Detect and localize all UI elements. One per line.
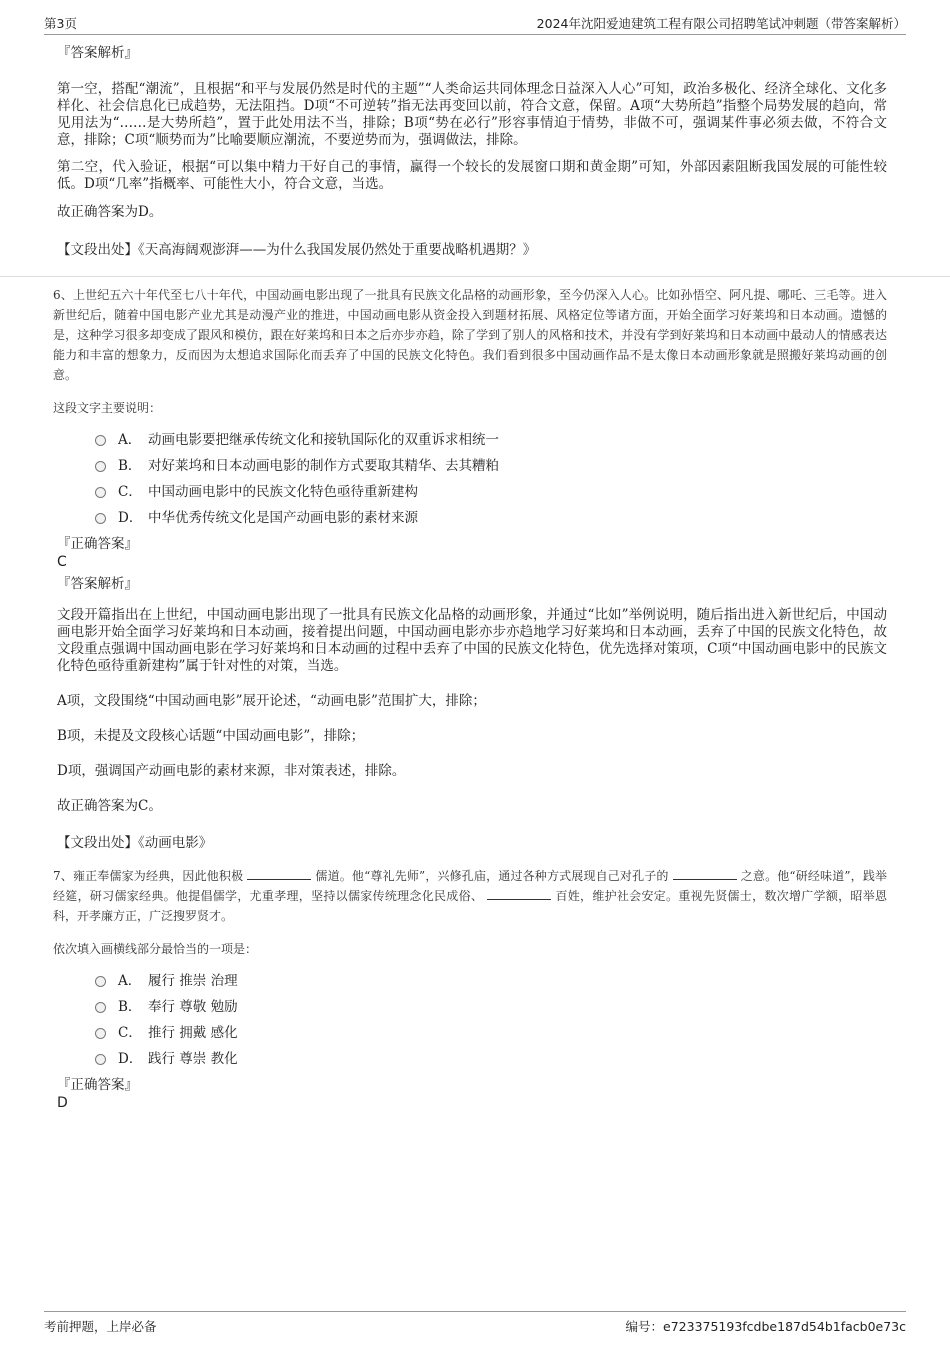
q6-option-b[interactable]: B． 对好莱坞和日本动画电影的制作方式要取其精华、去其糟粕 <box>95 453 887 479</box>
q6-note-a: A项，文段围绕“中国动画电影”展开论述，“动画电影”范围扩大，排除； <box>57 693 486 709</box>
q6-option-d[interactable]: D． 中华优秀传统文化是国产动画电影的素材来源 <box>95 505 887 531</box>
q6-prompt: 这段文字主要说明： <box>53 401 162 415</box>
q7-answer: D <box>57 1095 68 1111</box>
blank-1 <box>247 867 311 880</box>
q6-note-d: D项，强调国产动画电影的素材来源，非对策表述，排除。 <box>57 763 406 779</box>
q5-source: 【文段出处】《天高海阔观澎湃——为什么我国发展仍然处于重要战略机遇期？》 <box>57 242 537 258</box>
q6-answer: C <box>57 554 67 570</box>
q6-source: 【文段出处】《动画电影》 <box>57 835 213 851</box>
q5-conclusion: 故正确答案为D。 <box>57 204 163 220</box>
radio-icon[interactable] <box>95 435 106 446</box>
document-title: 2024年沈阳爱迪建筑工程有限公司招聘笔试冲刺题（带答案解析） <box>536 16 906 31</box>
q7-option-d[interactable]: D． 践行 尊崇 教化 <box>95 1046 887 1072</box>
q6-options <box>57 427 887 531</box>
q6-option-c[interactable]: C． 中国动画电影中的民族文化特色亟待重新建构 <box>95 479 887 505</box>
footer-slogan: 考前押题，上岸必备 <box>44 1319 157 1334</box>
radio-icon[interactable] <box>95 487 106 498</box>
radio-icon[interactable] <box>95 976 106 987</box>
document-id: 编号：e723375193fcdbe187d54b1facb0e73c <box>625 1319 906 1334</box>
q6-question-text: 6、上世纪五六十年代至七八十年代，中国动画电影出现了一批具有民族文化品格的动画形象，至今仍深入人心。比如孙悟空、阿凡提、哪吒、三毛等。进入新世纪后，随着中国电影产业尤其是动漫产业的推进，中国动画电影从资金投入到题材拓展、风格定位等诸方面，开始全面学习好莱坞和日本动画。遗憾的是，这种学习很多却变成了跟风和模仿，跟在好莱坞和日本之后亦步亦趋，除了学到了别人的风格和技术，并没有学到好莱坞和日本动画中最动人的情感表达能力和丰富的想象力，反而因为太想追求国际化而丢弃了中国的民族文化特色。我们看到很多中国动画作品不是太像日本动画形象就是照搬好莱坞动画的创意。 <box>53 288 887 382</box>
q7-question-text: 7、雍正奉儒家为经典，因此他积极 儒道。他“尊礼先师”，兴修孔庙，通过各种方式展现自己对孔子的 之意。他“研经味道”，践举经筵，研习儒家经典。他提倡儒学，尤重孝理，坚持以儒家传统理念化民成俗、 百姓，维护社会安定。重视先贤儒士，数次增广学额，昭举恩科，开孝廉方正，广泛搜罗贤才。 <box>53 869 887 923</box>
q7-answer-label: 『正确答案』 <box>57 1077 138 1093</box>
page-number: 第3页 <box>44 16 77 31</box>
divider <box>0 276 950 277</box>
page-content <box>53 44 887 1116</box>
blank-2 <box>673 867 737 880</box>
radio-icon[interactable] <box>95 1028 106 1039</box>
q5-analysis-label: 『答案解析』 <box>57 45 138 61</box>
q7-option-c[interactable]: C． 推行 拥戴 感化 <box>95 1020 887 1046</box>
q6-analysis-label: 『答案解析』 <box>57 576 138 592</box>
q6-answer-label: 『正确答案』 <box>57 536 138 552</box>
page-footer <box>44 1311 906 1337</box>
q6-option-a[interactable]: A． 动画电影要把继承传统文化和接轨国际化的双重诉求相统一 <box>95 427 887 453</box>
q6-note-b: B项，未提及文段核心话题“中国动画电影”，排除； <box>57 728 365 744</box>
page-header <box>44 14 906 35</box>
q6-conclusion: 故正确答案为C。 <box>57 798 162 814</box>
radio-icon[interactable] <box>95 513 106 524</box>
q7-options <box>57 968 887 1072</box>
q7-option-b[interactable]: B． 奉行 尊敬 勉励 <box>95 994 887 1020</box>
radio-icon[interactable] <box>95 461 106 472</box>
q5-analysis-paragraph-1: 第一空，搭配“潮流”，且根据“和平与发展仍然是时代的主题”“人类命运共同体理念日益深入人心”可知，政治多极化、经济全球化、文化多样化、社会信息化已成趋势，无法阻挡。D项“不可逆转”指无法再变回以前，符合文意，保留。A项“大势所趋”指整个局势发展的趋向，常见用法为“……是大势所趋”，置于此处用法不当，排除；B项“势在必行”形容事情迫于情势，非做不可，强调某件事必须去做，不符合文意，排除；C项“顺势而为”比喻要顺应潮流，不要逆势而为，强调做法，排除。 <box>57 81 887 148</box>
radio-icon[interactable] <box>95 1002 106 1013</box>
radio-icon[interactable] <box>95 1054 106 1065</box>
q7-prompt: 依次填入画横线部分最恰当的一项是： <box>53 942 258 956</box>
q5-analysis-paragraph-2: 第二空，代入验证，根据“可以集中精力干好自己的事情，赢得一个较长的发展窗口期和黄金期”可知，外部因素阻断我国发展的可能性较低。D项“几率”指概率、可能性大小，符合文意，当选。 <box>57 159 887 192</box>
blank-3 <box>487 887 551 900</box>
q6-analysis: 文段开篇指出在上世纪，中国动画电影出现了一批具有民族文化品格的动画形象，并通过“比如”举例说明，随后指出进入新世纪后，中国动画电影开始全面学习好莱坞和日本动画，接着提出问题，中国动画电影亦步亦趋地学习好莱坞和日本动画，丢弃了中国的民族文化特色，故文段重点强调中国动画电影在学习好莱坞和日本动画的过程中丢弃了中国的民族文化特色，优先选择对策项，C项“中国动画电影中的民族文化特色亟待重新建构”属于针对性的对策，当选。 <box>57 607 887 674</box>
q7-option-a[interactable]: A． 履行 推崇 治理 <box>95 968 887 994</box>
